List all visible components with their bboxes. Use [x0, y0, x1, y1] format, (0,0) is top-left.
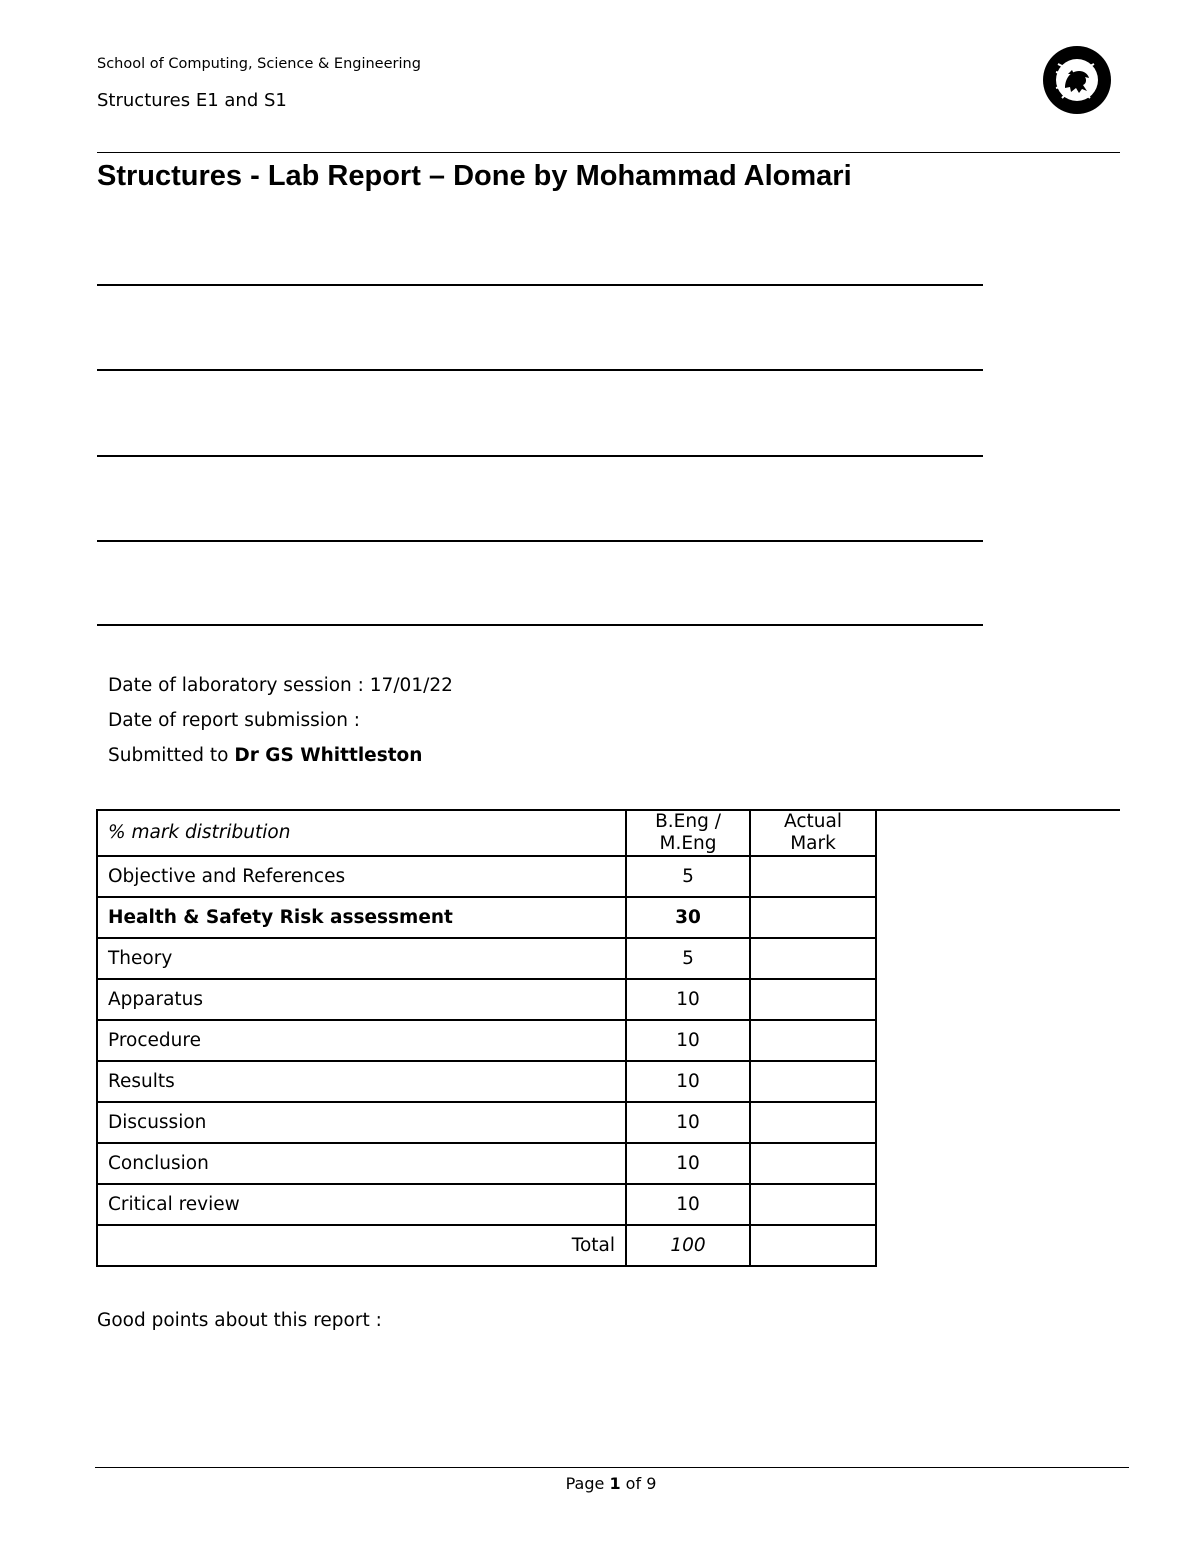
- page-word: Page: [565, 1474, 610, 1493]
- lab-date-value: 17/01/22: [369, 675, 453, 696]
- row-actual-mark[interactable]: [750, 1143, 876, 1184]
- row-label: Critical review: [97, 1184, 626, 1225]
- row-value: 10: [626, 1143, 750, 1184]
- table-row: [97, 979, 876, 1020]
- total-value: 100: [626, 1225, 750, 1266]
- table-row: [97, 1020, 876, 1061]
- university-seal-logo: [1038, 44, 1116, 116]
- blank-line-1: [97, 284, 983, 286]
- mark-distribution-table: [96, 809, 877, 1267]
- row-actual-mark[interactable]: [750, 1184, 876, 1225]
- row-label: Procedure: [97, 1020, 626, 1061]
- header-beng-meng: [626, 810, 750, 856]
- row-actual-mark[interactable]: [750, 1102, 876, 1143]
- row-value: 10: [626, 1061, 750, 1102]
- total-actual-mark[interactable]: [750, 1225, 876, 1266]
- total-label: Total: [97, 1225, 626, 1266]
- lab-date-label: Date of laboratory session :: [108, 675, 370, 696]
- header-actual-mark: [750, 810, 876, 856]
- table-header-row: [97, 810, 876, 856]
- total-pages: 9: [646, 1474, 657, 1493]
- row-actual-mark[interactable]: [750, 938, 876, 979]
- row-label: Results: [97, 1061, 626, 1102]
- row-actual-mark[interactable]: [750, 979, 876, 1020]
- table-row: [97, 938, 876, 979]
- row-label: Apparatus: [97, 979, 626, 1020]
- lab-date-line: [108, 675, 453, 696]
- current-page: 1: [609, 1474, 621, 1493]
- school-name: School of Computing, Science & Engineering: [97, 56, 421, 72]
- table-row: [97, 1184, 876, 1225]
- row-label: Conclusion: [97, 1143, 626, 1184]
- row-value: 10: [626, 979, 750, 1020]
- row-value: 10: [626, 1020, 750, 1061]
- course-name: Structures E1 and S1: [97, 90, 287, 111]
- header-meng-label: M.Eng: [659, 833, 717, 854]
- row-actual-mark[interactable]: [750, 897, 876, 938]
- table-top-rule-extension: [872, 809, 1120, 811]
- footer-divider: [95, 1467, 1129, 1468]
- table-row: [97, 856, 876, 897]
- blank-line-2: [97, 369, 983, 371]
- row-value: 5: [626, 938, 750, 979]
- blank-line-5: [97, 624, 983, 626]
- total-row: [97, 1225, 876, 1266]
- submitted-to-line: [108, 745, 422, 766]
- blank-line-3: [97, 455, 983, 457]
- submitted-to-label: Submitted to: [108, 745, 235, 766]
- blank-line-4: [97, 540, 983, 542]
- row-label: Health & Safety Risk assessment: [97, 897, 626, 938]
- report-title: Structures - Lab Report – Done by Mohammad Alomari: [97, 160, 852, 192]
- row-label: Theory: [97, 938, 626, 979]
- row-label: Objective and References: [97, 856, 626, 897]
- submitted-to-name: Dr GS Whittleston: [234, 745, 423, 766]
- row-value: 10: [626, 1184, 750, 1225]
- of-word: of: [620, 1474, 647, 1493]
- header-beng-label: B.Eng /: [655, 811, 721, 832]
- submission-date-line: Date of report submission :: [108, 710, 361, 731]
- table-row: [97, 1143, 876, 1184]
- header-mark-label: Mark: [790, 833, 836, 854]
- header-mark-distribution: % mark distribution: [97, 810, 626, 856]
- table-row: [97, 1102, 876, 1143]
- row-value: 5: [626, 856, 750, 897]
- row-value: 30: [626, 897, 750, 938]
- page-number: [0, 1474, 1200, 1493]
- row-value: 10: [626, 1102, 750, 1143]
- table-row: [97, 897, 876, 938]
- row-label: Discussion: [97, 1102, 626, 1143]
- row-actual-mark[interactable]: [750, 1020, 876, 1061]
- table-row: [97, 1061, 876, 1102]
- header-divider: [97, 152, 1120, 153]
- good-points-label: Good points about this report :: [97, 1310, 382, 1331]
- row-actual-mark[interactable]: [750, 856, 876, 897]
- row-actual-mark[interactable]: [750, 1061, 876, 1102]
- header-actual-label: Actual: [784, 811, 842, 832]
